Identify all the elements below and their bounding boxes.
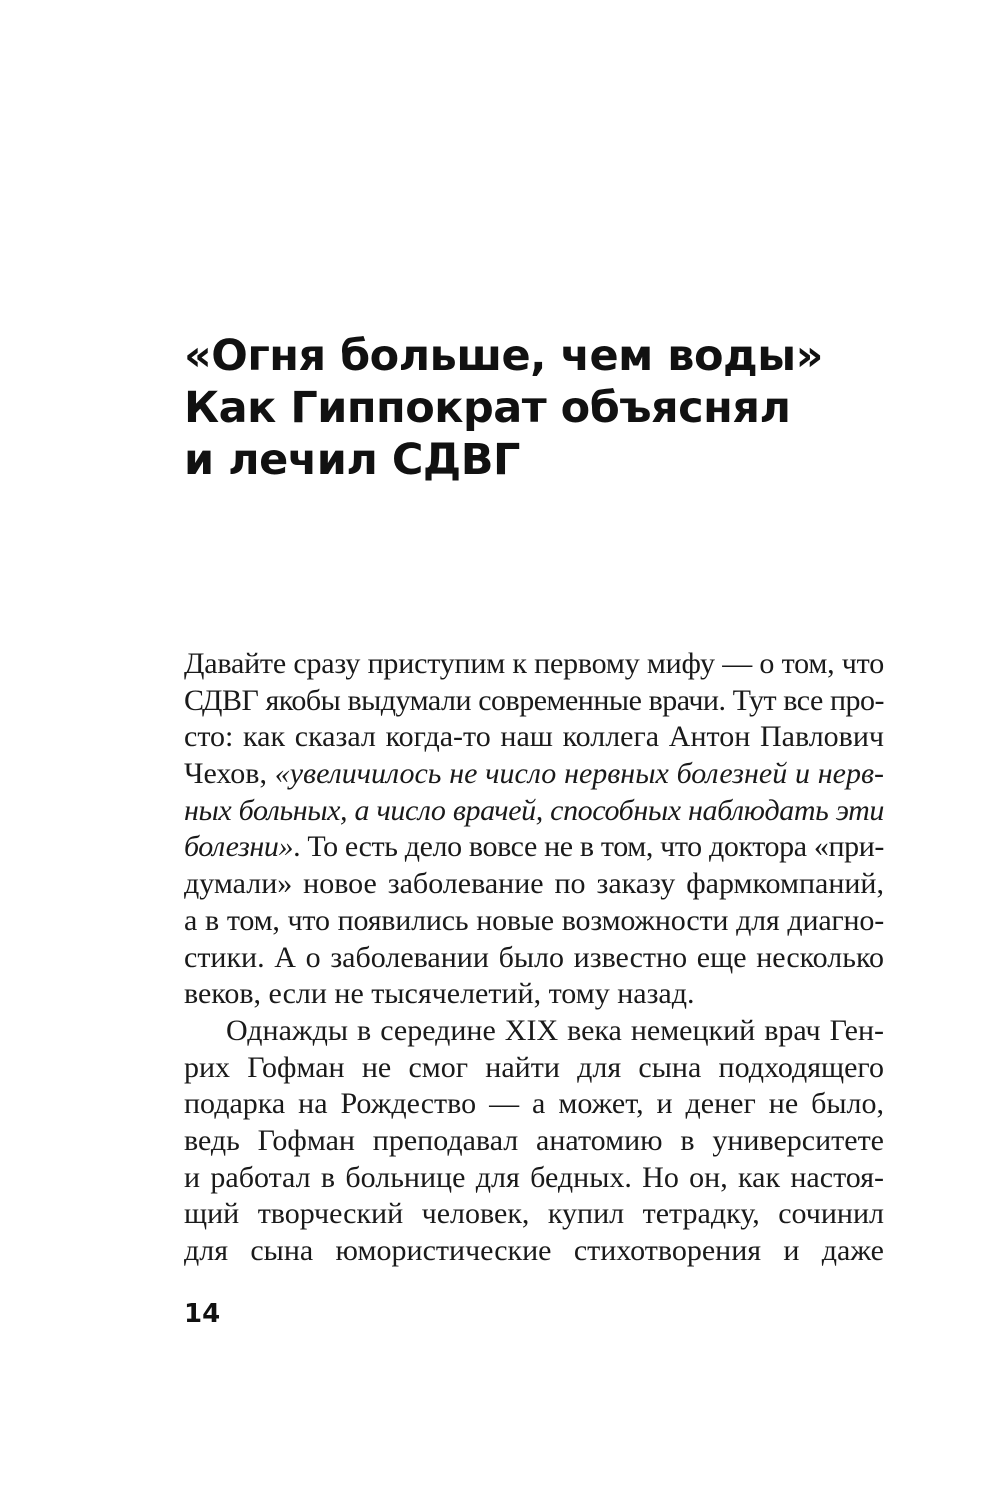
text-line: думали» новое заболевание по заказу фармкомпаний, xyxy=(184,867,884,901)
text-line: ведь Гофман преподавал анатомию в университете xyxy=(184,1123,884,1157)
text-line: Чехов, «увеличилось не число нервных болезней и нерв- xyxy=(184,757,884,791)
chapter-title-line: и лечил СДВГ xyxy=(184,435,520,485)
text-line: подарка на Рождество — а может, и денег не было, xyxy=(184,1087,884,1121)
text-line xyxy=(184,793,884,830)
chapter-title-line: «Огня больше, чем воды» xyxy=(184,331,823,381)
quote-text: «увеличилось не число нервных болезней и нерв- xyxy=(274,757,884,791)
page-number: 14 xyxy=(184,1299,221,1329)
text-line: Давайте сразу приступим к первому мифу — о том, что xyxy=(184,647,884,680)
text-line: СДВГ якобы выдумали современные врачи. Тут все про- xyxy=(184,683,884,717)
chapter-title xyxy=(184,330,904,486)
text-line: и работал в больнице для бедных. Но он, как настоя- xyxy=(184,1160,884,1194)
quote-text: болезни» xyxy=(184,830,294,864)
text-line: Однажды в середине XIX века немецкий врач Ген- xyxy=(226,1013,884,1047)
text-line: щий творческий человек, купил тетрадку, сочинил xyxy=(184,1197,884,1231)
text-line: болезни». То есть дело вовсе не в том, что доктора «при- xyxy=(184,830,884,864)
body-text xyxy=(184,646,884,1270)
text-line: а в том, что появились новые возможности для диагно- xyxy=(184,903,884,937)
text-line: веков, если не тысячелетий, тому назад. xyxy=(184,977,695,1011)
chapter-title-line: Как Гиппократ объяснял xyxy=(184,383,791,433)
quote-text: ных больных, а число врачей, способных наблюдать эти xyxy=(184,793,884,827)
text-line: сто: как сказал когда-то наш коллега Антон Павлович xyxy=(184,720,884,754)
text-line: для сына юмористические стихотворения и даже xyxy=(184,1234,884,1267)
text-line: рих Гофман не смог найти для сына подходящего xyxy=(184,1050,884,1084)
text-line: стики. А о заболевании было известно еще несколько xyxy=(184,940,884,974)
